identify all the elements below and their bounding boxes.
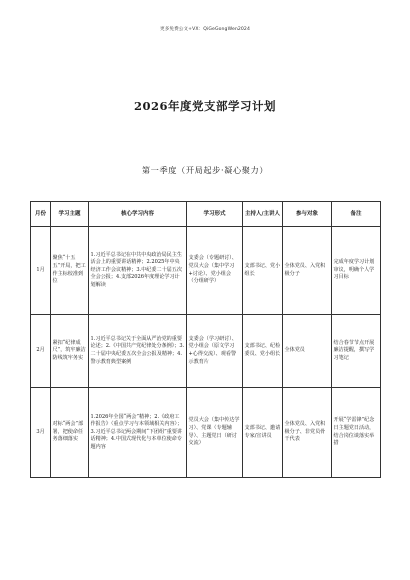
header-form: 学习形式	[187, 202, 243, 227]
header-participants: 参与对象	[283, 202, 332, 227]
cell-form: 支委会（学习研讨）、党小组会（原文学习+心得交流）、观看警示教育片	[187, 315, 243, 388]
header-theme: 学习主题	[51, 202, 89, 227]
cell-participants: 全体党员、入党积极分子、非党员骨干代表	[283, 388, 332, 478]
table-header-row	[31, 202, 381, 227]
cell-theme: 紧扣“纪律成尺”，筑牢廉洁防线筑牢务实	[51, 315, 89, 388]
cell-form: 党员大会（集中传达学习）、党课（专题辅导）、主题党日（研讨交流）	[187, 388, 243, 478]
cell-content: 1.2026年全国“两会”精神；2.《政府工作报告》（重点学习与本领域相关内容）；3.习近平总书记两会期间“下团组”重要讲话精神；4.中国式现代化与本单位使命专题内容	[89, 388, 187, 478]
page-header-note: 更多免费公文+VX：QiGeGongWen2024	[160, 27, 250, 32]
header-month: 月份	[31, 202, 51, 227]
cell-participants: 全体党员、入党积极分子	[283, 227, 332, 315]
cell-content: 1.习近平总书记关于全面从严治党的重要论述；2.《中国共产党纪律处分条例》；3.二十届中央纪委五次全会公报及精神；4.警示教育典型案例	[89, 315, 187, 388]
header-remarks: 备注	[332, 202, 381, 227]
study-plan-table	[30, 201, 381, 478]
cell-form: 支委会（专题研讨）、党员大会（集中学习+讨论）、党小组会（分组研学）	[187, 227, 243, 315]
document-title: 2026年度党支部学习计划	[133, 99, 276, 113]
cell-month: 2月	[31, 315, 51, 388]
cell-remarks: 结合春节节点开展廉洁提醒，撰写学习笔记	[332, 315, 381, 388]
cell-remarks: 完成年度学习计划审议，明确个人学习目标	[332, 227, 381, 315]
cell-theme: 聚焦“十五五”开局，把工作主标校准到位	[51, 227, 89, 315]
cell-host: 支部书记、纪检委员、党小组长	[243, 315, 283, 388]
cell-participants: 全体党员	[283, 315, 332, 388]
cell-host: 支部书记、邀请专家/宣讲员	[243, 388, 283, 478]
table-row	[31, 315, 381, 388]
cell-month: 3月	[31, 388, 51, 478]
cell-content: 1.习近平总书记在中共中央政治局民主生活会上的重要讲话精神；2.2025年中央经济工作会议精神；3.中纪委二十届五次全会公报；4.支部2026年度理论学习计划解读	[89, 227, 187, 315]
cell-theme: 对标“两会”部署，把使命任务落细落实	[51, 388, 89, 478]
cell-month: 1月	[31, 227, 51, 315]
cell-host: 支部书记、党小组长	[243, 227, 283, 315]
table-row	[31, 227, 381, 315]
header-content: 核心学习内容	[89, 202, 187, 227]
quarter-subtitle: 第一季度（开局起步·凝心聚力）	[141, 165, 269, 175]
cell-remarks: 开展“学雷锋”纪念日主题党日活动，结合岗位谈落实举措	[332, 388, 381, 478]
header-host: 主持人/主讲人	[243, 202, 283, 227]
table-row	[31, 388, 381, 478]
